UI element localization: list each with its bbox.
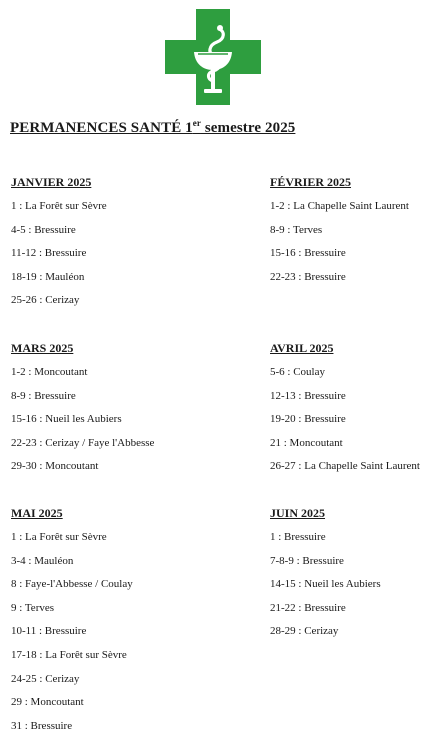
schedule-entry: 11-12 : Bressuire (11, 247, 87, 260)
schedule-entry: 14-15 : Nueil les Aubiers (270, 578, 381, 591)
month-block-mars (11, 341, 211, 483)
pharmacy-cross-icon (165, 9, 261, 105)
month-block-juin (270, 506, 442, 648)
schedule-entry: 17-18 : La Forêt sur Sèvre (11, 648, 127, 661)
bowl-base (204, 89, 222, 93)
schedule-entry: 29 : Moncoutant (11, 696, 84, 709)
schedule-list (11, 530, 211, 742)
schedule-list (11, 365, 211, 483)
schedule-entry: 1-2 : La Chapelle Saint Laurent (270, 200, 409, 212)
month-block-avril (270, 341, 442, 483)
title-superscript: er (192, 118, 201, 128)
month-heading: AVRIL 2025 (270, 341, 334, 355)
schedule-list (270, 530, 442, 648)
schedule-entry: 9 : Terves (11, 601, 55, 614)
schedule-entry: 26-27 : La Chapelle Saint Laurent (270, 460, 420, 473)
schedule-entry: 22-23 : Bressuire (270, 270, 346, 283)
month-block-mai (11, 506, 211, 742)
schedule-entry: 1-2 : Moncoutant (11, 366, 88, 378)
schedule-entry: 25-26 : Cerizay (11, 294, 80, 307)
schedule-entry: 8-9 : Bressuire (11, 389, 76, 402)
schedule-entry: 4-5 : Bressuire (11, 223, 76, 236)
title-rest: semestre 2025 (200, 120, 296, 136)
schedule-entry: 12-13 : Bressuire (270, 389, 346, 402)
schedule-entry: 10-11 : Bressuire (11, 625, 87, 638)
schedule-entry: 19-20 : Bressuire (270, 413, 346, 426)
schedule-entry: 3-4 : Mauléon (11, 554, 74, 567)
schedule-entry: 28-29 : Cerizay (270, 625, 339, 638)
page-title (10, 120, 295, 137)
schedule-list (270, 365, 442, 483)
month-block-janvier (11, 175, 211, 317)
schedule-entry: 8 : Faye-l'Abbesse / Coulay (11, 578, 133, 591)
schedule-entry: 1 : La Forêt sur Sèvre (11, 200, 107, 212)
schedule-entry: 15-16 : Bressuire (270, 247, 346, 260)
title-main: PERMANENCES SANTÉ 1 (10, 120, 193, 136)
schedule-entry: 22-23 : Cerizay / Faye l'Abbesse (11, 436, 155, 449)
serpent-head (217, 25, 223, 31)
schedule-entry: 31 : Bressuire (11, 719, 73, 732)
month-heading: JANVIER 2025 (11, 175, 92, 189)
month-heading: MAI 2025 (11, 506, 63, 520)
schedule-entry: 18-19 : Mauléon (11, 270, 85, 283)
schedule-entry: 29-30 : Moncoutant (11, 460, 99, 473)
schedule-entry: 1 : La Forêt sur Sèvre (11, 531, 107, 543)
schedule-entry: 8-9 : Terves (270, 223, 323, 236)
schedule-entry: 15-16 : Nueil les Aubiers (11, 413, 122, 426)
schedule-entry: 5-6 : Coulay (270, 366, 325, 378)
schedule-entry: 21 : Moncoutant (270, 436, 343, 449)
schedule-entry: 21-22 : Bressuire (270, 601, 346, 614)
month-heading: MARS 2025 (11, 341, 74, 355)
schedule-entry: 24-25 : Cerizay (11, 672, 80, 685)
schedule-list (11, 199, 211, 317)
schedule-list (270, 199, 442, 293)
schedule-entry: 1 : Bressuire (270, 531, 326, 543)
month-block-fevrier (270, 175, 442, 293)
schedule-entry: 7-8-9 : Bressuire (270, 554, 344, 567)
month-heading: JUIN 2025 (270, 506, 326, 520)
month-heading: FÉVRIER 2025 (270, 175, 352, 189)
